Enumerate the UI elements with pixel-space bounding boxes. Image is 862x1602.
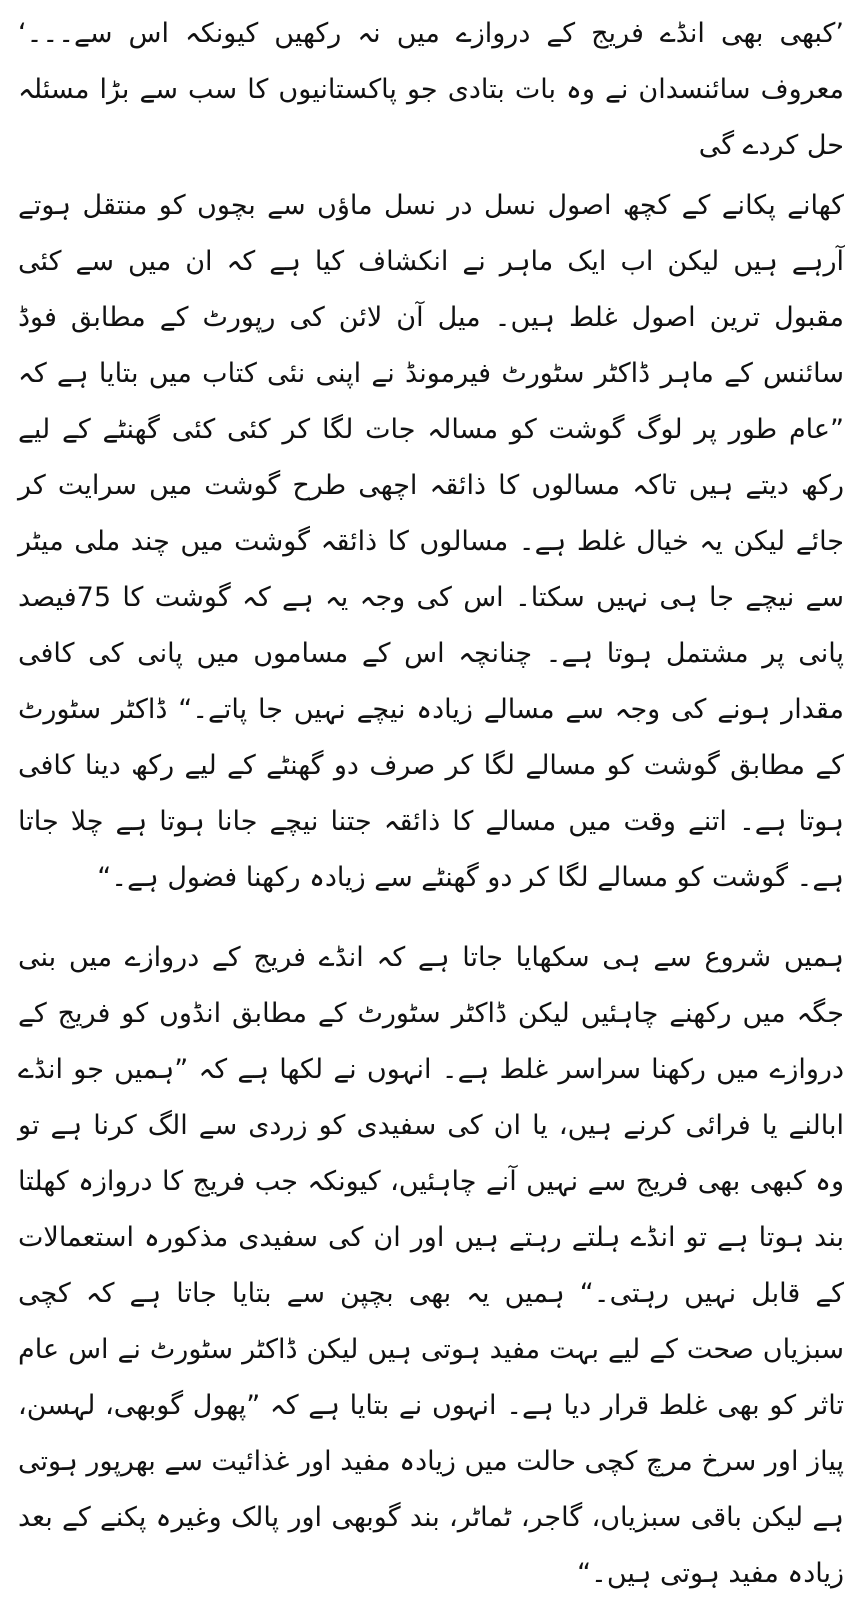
article-headline: ’کبھی بھی انڈے فریج کے دروازے میں نہ رکھیں کیونکہ اس سے۔۔۔‘ معروف سائنسدان نے وہ بات بتادی جو پاکستانیوں کا سب سے بڑا مسئلہ حل کردے گی xyxy=(18,18,844,161)
article-paragraph: ہمیں شروع سے ہی سکھایا جاتا ہے کہ انڈے فریج کے دروازے میں بنی جگہ میں رکھنے چاہئیں لیکن ڈاکٹر سٹورٹ کے مطابق انڈوں کو فریج کے دروازے میں رکھنا سراسر غلط ہے۔ انہوں نے لکھا ہے کہ ”ہمیں جو انڈے ابالنے یا فرائی کرنے ہیں، یا ان کی سفیدی کو زردی سے الگ کرنا ہے تو وہ کبھی بھی فریج سے نہیں آنے چاہئیں، کیونکہ جب فریج کا دروازہ کھلتا بند ہوتا ہے تو انڈے ہلتے رہتے ہیں اور ان کی سفیدی مذکورہ استعمالات کے قابل نہیں رہتی۔“ ہمیں یہ بھی بچپن سے بتایا جاتا ہے کہ کچی سبزیاں صحت کے لیے بہت مفید ہوتی ہیں لیکن ڈاکٹر سٹورٹ نے اس عام تاثر کو بھی غلط قرار دیا ہے۔ انہوں نے بتایا ہے کہ ”پھول گوبھی، لہسن، پیاز اور سرخ مرچ کچی حالت میں زیادہ مفید اور غذائیت سے بھرپور ہوتی ہے لیکن باقی سبزیاں، گاجر، ٹماٹر، بند گوبھی اور پالک وغیرہ پکنے کے بعد زیادہ مفید ہوتی ہیں۔“ xyxy=(18,942,844,1589)
article-paragraph: کھانے پکانے کے کچھ اصول نسل در نسل ماؤں سے بچوں کو منتقل ہوتے آرہے ہیں لیکن اب ایک ماہر نے انکشاف کیا ہے کہ ان میں سے کئی مقبول ترین اصول غلط ہیں۔ میل آن لائن کی رپورٹ کے مطابق فوڈ سائنس کے ماہر ڈاکٹر سٹورٹ فیرمونڈ نے اپنی نئی کتاب میں بتایا ہے کہ ”عام طور پر لوگ گوشت کو مسالہ جات لگا کر کئی کئی گھنٹے کے لیے رکھ دیتے ہیں تاکہ مسالوں کا ذائقہ اچھی طرح گوشت میں سرایت کر جائے لیکن یہ خیال غلط ہے۔ مسالوں کا ذائقہ گوشت میں چند ملی میٹر سے نیچے جا ہی نہیں سکتا۔ اس کی وجہ یہ ہے کہ گوشت کا 75فیصد پانی پر مشتمل ہوتا ہے۔ چنانچہ اس کے مساموں میں پانی کی کافی مقدار ہونے کی وجہ سے مسالے زیادہ نیچے نہیں جا پاتے۔“ ڈاکٹر سٹورٹ کے مطابق گوشت کو مسالے لگا کر صرف دو گھنٹے کے لیے رکھ دینا کافی ہوتا ہے۔ اتنے وقت میں مسالے کا ذائقہ جتنا نیچے جانا ہوتا ہے چلا جاتا ہے۔ گوشت کو مسالے لگا کر دو گھنٹے سے زیادہ رکھنا فضول ہے۔“ xyxy=(18,190,844,893)
